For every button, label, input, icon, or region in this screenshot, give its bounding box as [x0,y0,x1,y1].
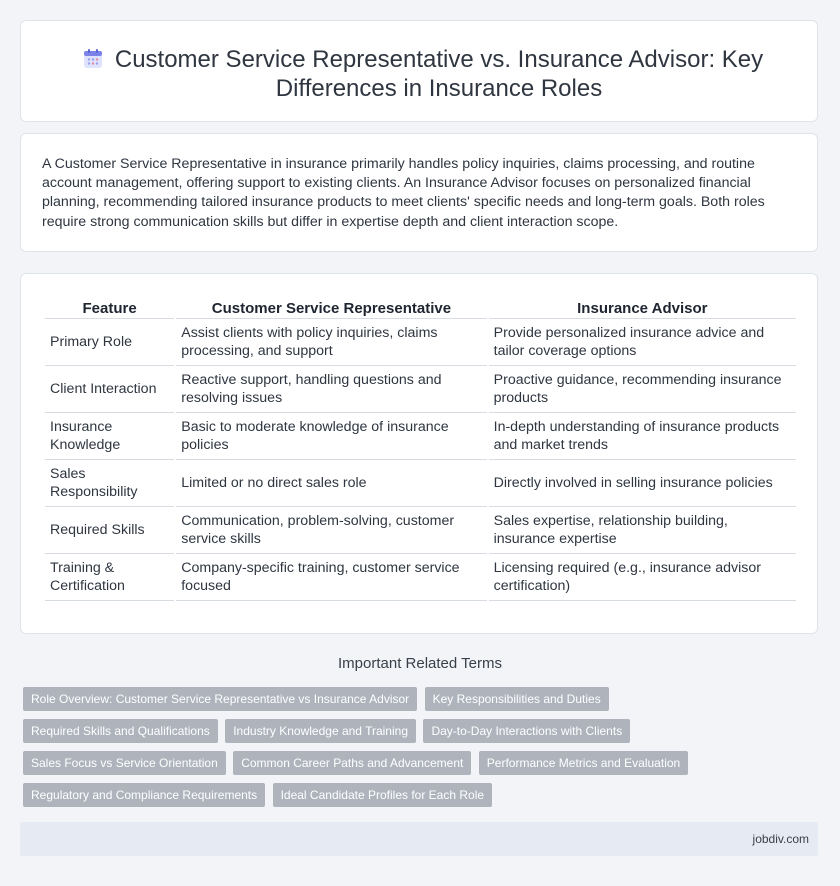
advisor-cell: In-depth understanding of insurance products and market trends [489,413,796,460]
related-term-tag[interactable]: Ideal Candidate Profiles for Each Role [273,783,492,807]
advisor-cell: Directly involved in selling insurance policies [489,460,796,507]
related-term-tag[interactable]: Industry Knowledge and Training [225,719,416,743]
table-row [45,460,796,507]
feature-cell: Insurance Knowledge [45,413,174,460]
related-term-tag[interactable]: Day-to-Day Interactions with Clients [423,719,630,743]
related-term-tag[interactable]: Required Skills and Qualifications [23,719,218,743]
related-terms-list [23,687,813,815]
advisor-cell: Licensing required (e.g., insurance advisor certification) [489,554,796,601]
related-term-tag[interactable]: Role Overview: Customer Service Representative vs Insurance Advisor [23,687,417,711]
csr-cell: Communication, problem-solving, customer service skills [176,507,486,554]
feature-cell: Primary Role [45,319,174,366]
related-term-tag[interactable]: Key Responsibilities and Duties [425,687,609,711]
related-term-tag[interactable]: Performance Metrics and Evaluation [479,751,688,775]
table-row [45,319,796,366]
related-term-tag[interactable]: Sales Focus vs Service Orientation [23,751,226,775]
table-header-row [45,298,796,319]
comparison-card [20,273,818,634]
csr-cell: Reactive support, handling questions and resolving issues [176,366,486,413]
column-header-advisor: Insurance Advisor [489,298,796,319]
csr-cell: Assist clients with policy inquiries, claims processing, and support [176,319,486,366]
advisor-cell: Provide personalized insurance advice and tailor coverage options [489,319,796,366]
table-row [45,366,796,413]
page-title: Customer Service Representative vs. Insurance Advisor: Key Differences in Insurance Roles [114,46,764,102]
footer [20,822,818,856]
footer-site-link[interactable]: jobdiv.com [752,832,809,846]
advisor-cell: Proactive guidance, recommending insurance products [489,366,796,413]
table-row [45,413,796,460]
table-row [45,507,796,554]
column-header-feature: Feature [45,298,174,319]
table-row [45,554,796,601]
related-terms-title: Important Related Terms [338,655,502,672]
advisor-cell: Sales expertise, relationship building, insurance expertise [489,507,796,554]
related-term-tag[interactable]: Common Career Paths and Advancement [233,751,471,775]
feature-cell: Sales Responsibility [45,460,174,507]
intro-paragraph: A Customer Service Representative in insurance primarily handles policy inquiries, claims processing, and routine account management, offering support to existing clients. An Insurance Advisor focuses on personalized financial planning, recommending tailored insurance products to meet clients' specific needs and long-term goals. Both roles require strong communication skills but differ in expertise depth and client interaction scope. [42,156,765,230]
feature-cell: Client Interaction [45,366,174,413]
feature-cell: Required Skills [45,507,174,554]
csr-cell: Basic to moderate knowledge of insurance policies [176,413,486,460]
feature-cell: Training & Certification [45,554,174,601]
intro-card [20,133,818,252]
comparison-table [43,298,798,601]
csr-cell: Company-specific training, customer service focused [176,554,486,601]
column-header-csr: Customer Service Representative [176,298,486,319]
related-term-tag[interactable]: Regulatory and Compliance Requirements [23,783,265,807]
title-card [20,20,818,122]
csr-cell: Limited or no direct sales role [176,460,486,507]
